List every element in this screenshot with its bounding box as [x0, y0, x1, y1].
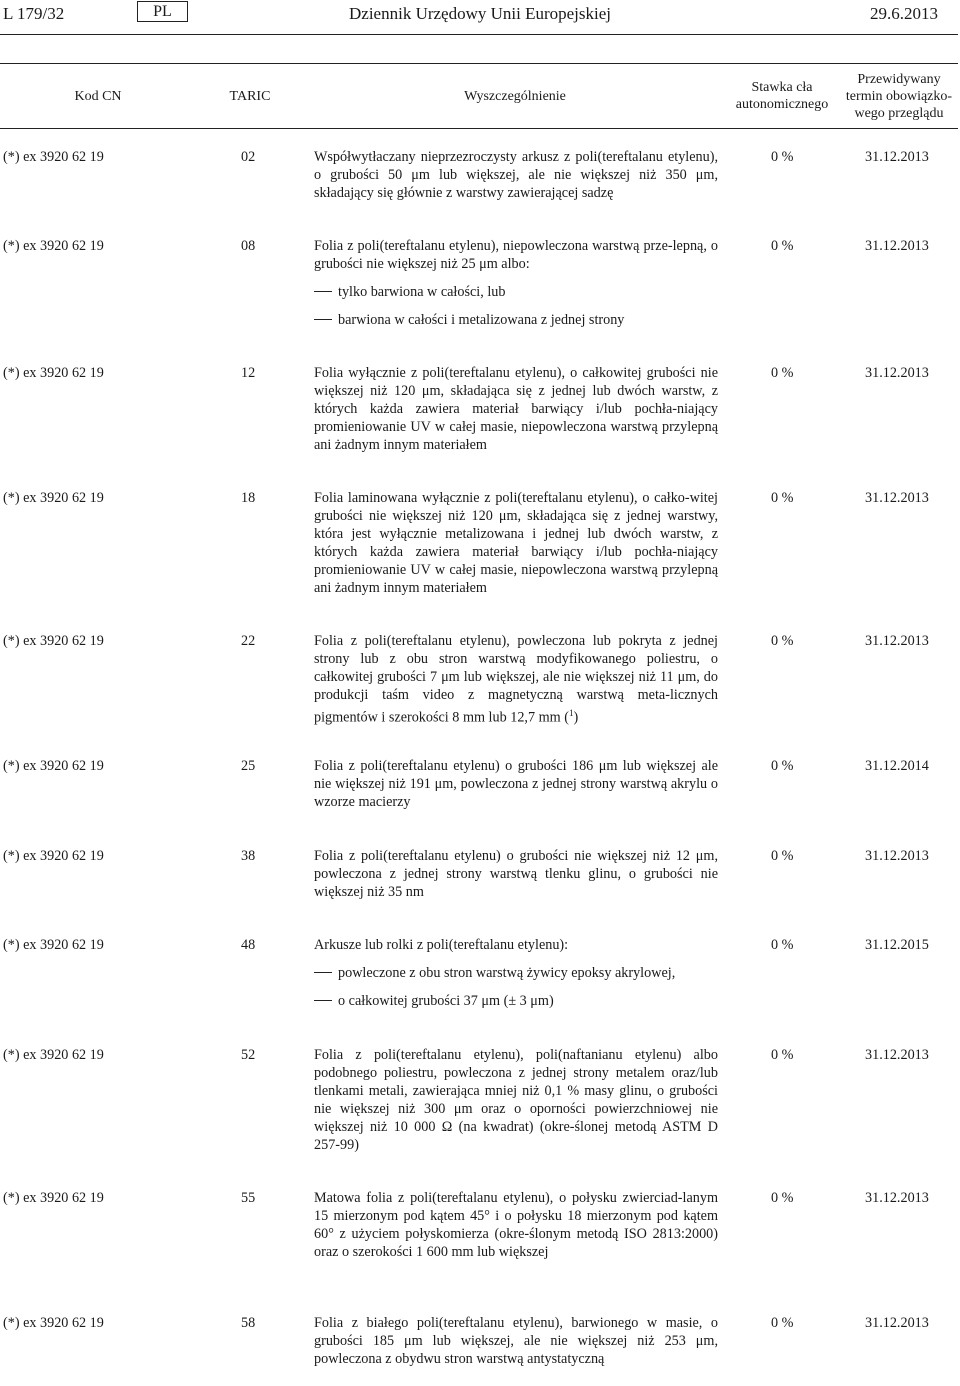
cn-code: (*) ex 3920 62 19	[3, 633, 104, 649]
footnote-marker: 1	[568, 708, 574, 718]
description	[314, 632, 718, 727]
cn-code: (*) ex 3920 62 19	[3, 848, 104, 864]
cn-code: (*) ex 3920 62 19	[3, 1315, 104, 1331]
review-date: 31.12.2013	[865, 633, 929, 649]
taric-code: 55	[241, 1190, 256, 1206]
column-header-rate	[722, 79, 842, 113]
duty-rate: 0 %	[771, 937, 794, 953]
description: Folia z białego poli(tereftalanu etylenu), barwionego w masie, o grubości 185 μm lub większej, ale nie większej niż 253 μm, powleczona z obydwu stron warstwą antystatyczną	[314, 1315, 718, 1367]
review-date: 31.12.2013	[865, 365, 929, 381]
table-top-rule	[0, 63, 958, 64]
description: Matowa folia z poli(tereftalanu etylenu), o połysku zwierciad-lanym 15 mierzonym pod kątem 45° i o połysku 18 mierzonym pod kątem 60° z użyciem połyskomierza (okre-ślonym metodą ISO 2813:2000) oraz o szerokości 1 600 mm lub większej	[314, 1190, 718, 1260]
review-date: 31.12.2014	[865, 758, 929, 774]
review-date: 31.12.2013	[865, 238, 929, 254]
journal-title: Dziennik Urzędowy Unii Europejskiej	[349, 4, 612, 23]
dash-icon	[314, 283, 338, 301]
description: Współwytłaczany nieprzezroczysty arkusz z poli(tereftalanu etylenu), o grubości 50 μm lub większej, ale nie większej niż 350 μm, składający się głównie z warstwy zawierającej sadzę	[314, 149, 718, 201]
list-item-text: barwiona w całości i metalizowana z jednej strony	[338, 312, 625, 328]
cn-code: (*) ex 3920 62 19	[3, 365, 104, 381]
description: Folia laminowana wyłącznie z poli(tereftalanu etylenu), o całko-witej grubości nie większej niż 120 μm, składająca się z jednej warstwy, która jest wyłącznie metalizowana i jednej lub dwóch warstw, z których każda zawiera materiał barwiący i/lub pochła-niający promieniowanie UV w całej masie, niepowleczona warstwą przylepną ani żadnym innym materiałem	[314, 490, 718, 596]
duty-rate: 0 %	[771, 848, 794, 864]
dash-icon	[314, 992, 338, 1010]
taric-code: 08	[241, 238, 256, 254]
cn-code: (*) ex 3920 62 19	[3, 1047, 104, 1063]
cn-code: (*) ex 3920 62 19	[3, 758, 104, 774]
review-date: 31.12.2013	[865, 490, 929, 506]
cn-code: (*) ex 3920 62 19	[3, 149, 104, 165]
list-item	[314, 283, 718, 301]
list-item-text: powleczone z obu stron warstwą żywicy epoksy akrylowej,	[338, 965, 676, 981]
duty-rate: 0 %	[771, 633, 794, 649]
taric-code: 02	[241, 149, 256, 165]
duty-rate: 0 %	[771, 238, 794, 254]
column-header-description: Wyszczególnienie	[464, 89, 566, 104]
description	[314, 237, 718, 329]
duty-rate: 0 %	[771, 490, 794, 506]
column-header-review	[838, 71, 960, 122]
review-date: 31.12.2013	[865, 1315, 929, 1331]
page-reference: L 179/32	[3, 4, 65, 23]
language-badge: PL	[137, 1, 188, 22]
dash-icon	[314, 311, 338, 329]
taric-code: 52	[241, 1047, 256, 1063]
review-header-line1: Przewidywany	[857, 72, 941, 87]
list-item-text: tylko barwiona w całości, lub	[338, 284, 506, 300]
description-text: Folia z poli(tereftalanu etylenu), niepowleczona warstwą prze-lepną, o grubości nie większej niż 25 μm albo:	[314, 238, 718, 272]
duty-rate: 0 %	[771, 365, 794, 381]
taric-code: 58	[241, 1315, 256, 1331]
review-header-line2: termin obowiązko-	[845, 89, 953, 104]
duty-rate: 0 %	[771, 149, 794, 165]
cn-code: (*) ex 3920 62 19	[3, 490, 104, 506]
list-item	[314, 311, 718, 329]
duty-rate: 0 %	[771, 1190, 794, 1206]
taric-code: 25	[241, 758, 256, 774]
description-text: Folia z poli(tereftalanu etylenu), powleczona lub pokryta z jednej strony lub z obu stron warstwą modyfikowanego poliestru, o całkowitej grubości 7 μm lub większej, ale nie większej niż 11 μm, do produkcji taśm video z magnetyczną warstwą meta-licznych pigmentów i szerokości 8 mm lub 12,7 mm (	[314, 633, 718, 726]
rate-header-line1: Stawka cła	[751, 80, 813, 95]
review-date: 31.12.2013	[865, 848, 929, 864]
publication-date: 29.6.2013	[870, 4, 938, 23]
description-text: Arkusze lub rolki z poli(tereftalanu etylenu):	[314, 937, 569, 953]
description: Folia z poli(tereftalanu etylenu), poli(naftanianu etylenu) albo podobnego poliestru, powleczona z jednej strony metalem oraz/lub tlenkami metali, zawierająca mniej niż 0,1 % masy glinu, o grubości nie większej niż 300 μm oraz o oporności powierzchniowej nie większej niż 10 000 Ω (na kwadrat) (okre-ślonej metodą ASTM D 257-99)	[314, 1047, 718, 1153]
taric-code: 18	[241, 490, 256, 506]
review-date: 31.12.2013	[865, 149, 929, 165]
description: Folia z poli(tereftalanu etylenu) o grubości 186 μm lub większej ale nie większej niż 191 μm, powleczona z jednej strony warstwą akrylu o wzorze macierzy	[314, 758, 718, 810]
description: Folia wyłącznie z poli(tereftalanu etylenu), o całkowitej grubości nie większej niż 120 μm, składająca się z jednej lub dwóch warstw, z których każda zawiera materiał barwiący i/lub pochła-niający promieniowanie UV w całej masie, niepowleczona warstwą przylepną ani żadnym innym materiałem	[314, 365, 718, 453]
duty-rate: 0 %	[771, 758, 794, 774]
column-header-cn: Kod CN	[74, 89, 122, 104]
table-header-rule	[0, 128, 958, 129]
review-date: 31.12.2015	[865, 937, 929, 953]
duty-rate: 0 %	[771, 1315, 794, 1331]
list-item	[314, 992, 718, 1010]
rate-header-line2: autonomicznego	[735, 97, 829, 112]
taric-code: 38	[241, 848, 256, 864]
duty-rate: 0 %	[771, 1047, 794, 1063]
list-item-text: o całkowitej grubości 37 μm (± 3 μm)	[338, 993, 554, 1009]
dash-icon	[314, 964, 338, 982]
column-header-taric: TARIC	[229, 89, 271, 104]
header-rule	[0, 34, 958, 35]
taric-code: 22	[241, 633, 256, 649]
description-tail: )	[573, 709, 579, 726]
review-date: 31.12.2013	[865, 1047, 929, 1063]
list-item	[314, 964, 718, 982]
taric-code: 48	[241, 937, 256, 953]
description	[314, 936, 718, 1010]
cn-code: (*) ex 3920 62 19	[3, 937, 104, 953]
review-header-line3: wego przeglądu	[854, 106, 944, 121]
review-date: 31.12.2013	[865, 1190, 929, 1206]
cn-code: (*) ex 3920 62 19	[3, 238, 104, 254]
page-header	[0, 0, 960, 34]
cn-code: (*) ex 3920 62 19	[3, 1190, 104, 1206]
description: Folia z poli(tereftalanu etylenu) o grubości nie większej niż 12 μm, powleczona z jednej strony warstwą tlenku glinu, o grubości nie większej niż 35 nm	[314, 848, 718, 900]
taric-code: 12	[241, 365, 256, 381]
